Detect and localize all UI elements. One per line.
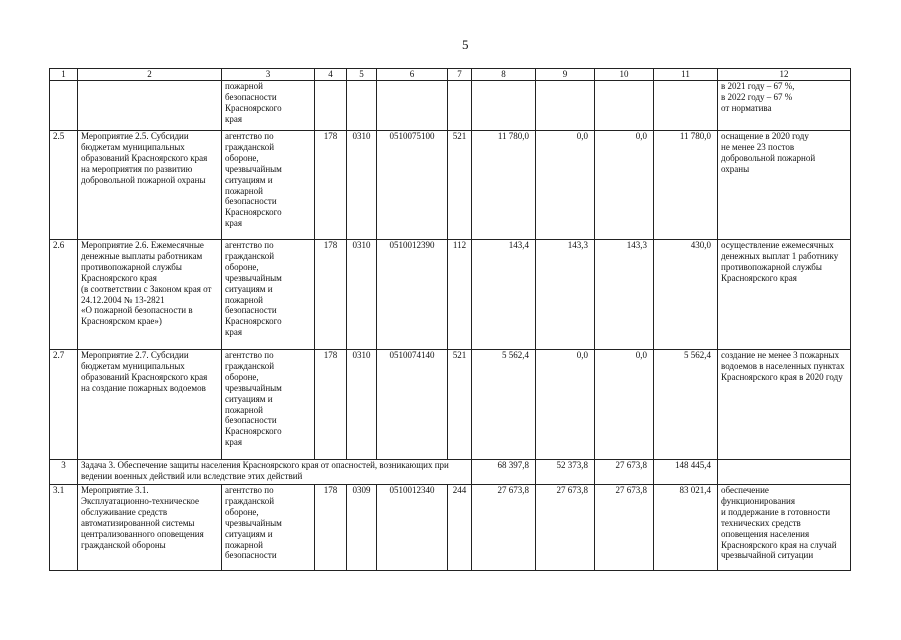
table-row: [50, 81, 851, 131]
grbs-code: [315, 81, 347, 131]
amount-total: 5 562,4: [654, 350, 718, 460]
grbs-code: 178: [315, 350, 347, 460]
task-amount-2020: 68 397,8: [472, 460, 536, 485]
expected-result: в 2021 году – 67 %, в 2022 году – 67 % от норматива: [718, 81, 851, 131]
column-header: 4: [315, 69, 347, 81]
header-row: [50, 69, 851, 81]
amount-2020: 27 673,8: [472, 485, 536, 571]
expense-code: 244: [448, 485, 472, 571]
amount-total: 83 021,4: [654, 485, 718, 571]
expense-code: 112: [448, 240, 472, 350]
task-amount-total: 148 445,4: [654, 460, 718, 485]
agency-cell: пожарной безопасности Красноярского края: [222, 81, 315, 131]
expected-result: оснащение в 2020 году не менее 23 постов добровольной пожарной охраны: [718, 131, 851, 240]
table-row: [50, 240, 851, 350]
grbs-code: 178: [315, 240, 347, 350]
program-table: [49, 68, 851, 571]
amount-2021: 0,0: [536, 131, 595, 240]
row-number: 3.1: [50, 485, 78, 571]
target-code: 0510074140: [377, 350, 448, 460]
amount-2021: [536, 81, 595, 131]
task-number: 3: [50, 460, 78, 485]
amount-2021: 143,3: [536, 240, 595, 350]
row-number: [50, 81, 78, 131]
page-number: 5: [462, 37, 469, 52]
column-header: 10: [595, 69, 654, 81]
agency-cell: агентство по гражданской обороне, чрезвычайным ситуациям и пожарной безопасности Красноярского края: [222, 240, 315, 350]
target-code: 0510075100: [377, 131, 448, 240]
column-header: 3: [222, 69, 315, 81]
expense-code: [448, 81, 472, 131]
amount-2020: 143,4: [472, 240, 536, 350]
amount-2022: 143,3: [595, 240, 654, 350]
amount-2022: 0,0: [595, 131, 654, 240]
table-row: [50, 350, 851, 460]
amount-2022: 0,0: [595, 350, 654, 460]
target-code: 0510012390: [377, 240, 448, 350]
section-code: 0309: [347, 485, 377, 571]
measure-name: Мероприятие 3.1. Эксплуатационно-техническое обслуживание средств автоматизированной системы централизованного оповещения гражданской обороны: [78, 485, 222, 571]
column-header: 5: [347, 69, 377, 81]
column-header: 6: [377, 69, 448, 81]
target-code: 0510012340: [377, 485, 448, 571]
column-header: 12: [718, 69, 851, 81]
agency-cell: агентство по гражданской обороне, чрезвычайным ситуациям и пожарной безопасности Красноярского края: [222, 131, 315, 240]
amount-2022: [595, 81, 654, 131]
column-header: 1: [50, 69, 78, 81]
section-code: 0310: [347, 350, 377, 460]
target-code: [377, 81, 448, 131]
column-header: 7: [448, 69, 472, 81]
measure-name: [78, 81, 222, 131]
table-row: [50, 131, 851, 240]
expense-code: 521: [448, 350, 472, 460]
agency-cell: агентство по гражданской обороне, чрезвычайным ситуациям и пожарной безопасности: [222, 485, 315, 571]
amount-total: 11 780,0: [654, 131, 718, 240]
row-number: 2.5: [50, 131, 78, 240]
task-row: [50, 460, 851, 485]
grbs-code: 178: [315, 485, 347, 571]
row-number: 2.7: [50, 350, 78, 460]
grbs-code: 178: [315, 131, 347, 240]
task-result: [718, 460, 851, 485]
task-title: Задача 3. Обеспечение защиты населения Красноярского края от опасностей, возникающих при ведении военных действий или вследствие этих действий: [78, 460, 472, 485]
amount-2021: 0,0: [536, 350, 595, 460]
expected-result: создание не менее 3 пожарных водоемов в населенных пунктах Красноярского края в 2020 году: [718, 350, 851, 460]
amount-total: 430,0: [654, 240, 718, 350]
column-header: 9: [536, 69, 595, 81]
amount-2021: 27 673,8: [536, 485, 595, 571]
section-code: 0310: [347, 240, 377, 350]
agency-cell: агентство по гражданской обороне, чрезвычайным ситуациям и пожарной безопасности Красноярского края: [222, 350, 315, 460]
row-number: 2.6: [50, 240, 78, 350]
measure-name: Мероприятие 2.5. Субсидии бюджетам муниципальных образований Красноярского края на мероприятия по развитию добровольной пожарной охраны: [78, 131, 222, 240]
expected-result: осуществление ежемесячных денежных выплат 1 работнику противопожарной службы Красноярского края: [718, 240, 851, 350]
section-code: 0310: [347, 131, 377, 240]
expected-result: обеспечение функционирования и поддержание в готовности технических средств оповещения населения Красноярского края на случай чрезвычайной ситуации: [718, 485, 851, 571]
expense-code: 521: [448, 131, 472, 240]
amount-2020: [472, 81, 536, 131]
task-amount-2022: 27 673,8: [595, 460, 654, 485]
amount-2020: 11 780,0: [472, 131, 536, 240]
section-code: [347, 81, 377, 131]
column-header: 2: [78, 69, 222, 81]
measure-name: Мероприятие 2.6. Ежемесячные денежные выплаты работникам противопожарной службы Красноярского края (в соответствии с Законом края от 24.12.2004 № 13-2821 «О пожарной безопасности в Красноярском крае»): [78, 240, 222, 350]
amount-2022: 27 673,8: [595, 485, 654, 571]
table-row: [50, 485, 851, 571]
task-amount-2021: 52 373,8: [536, 460, 595, 485]
column-header: 11: [654, 69, 718, 81]
amount-total: [654, 81, 718, 131]
column-header: 8: [472, 69, 536, 81]
measure-name: Мероприятие 2.7. Субсидии бюджетам муниципальных образований Красноярского края на создание пожарных водоемов: [78, 350, 222, 460]
amount-2020: 5 562,4: [472, 350, 536, 460]
